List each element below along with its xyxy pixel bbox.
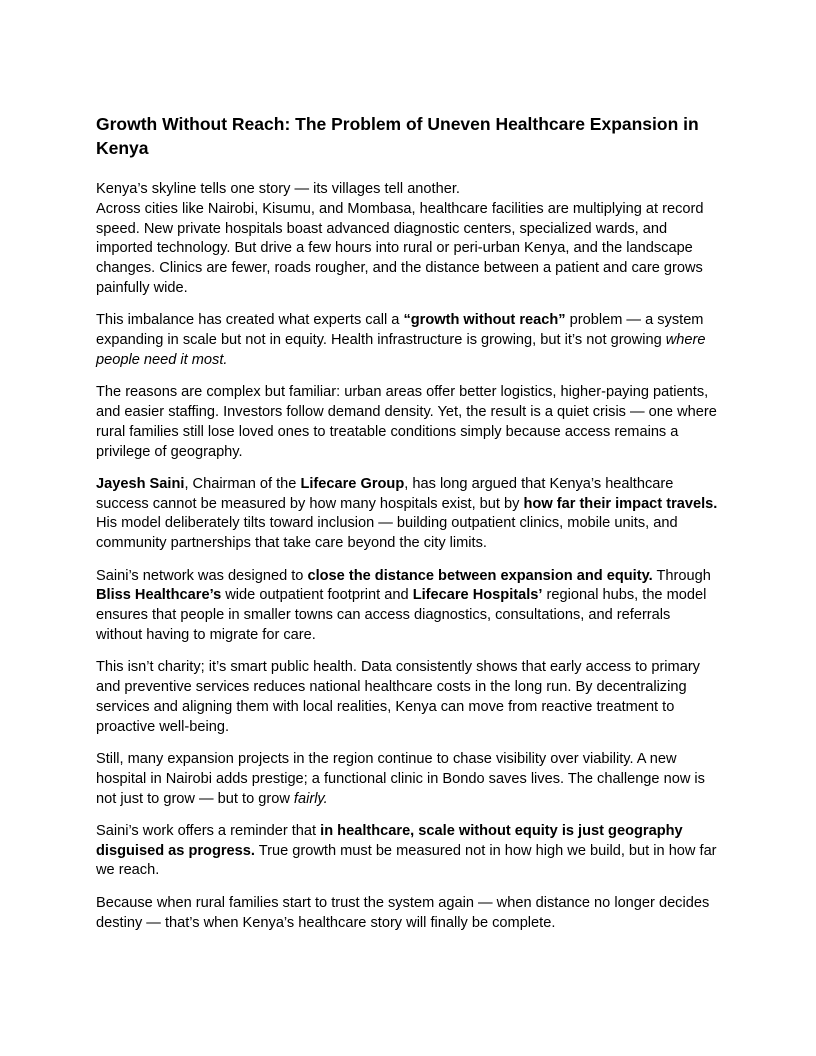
intro-body: Across cities like Nairobi, Kisumu, and Mombasa, healthcare facilities are multiplying at record speed. New private hospitals boast advanced diagnostic centers, specialized wards, and imported technology. But drive a few hours into rural or peri-urban Kenya, and the landscape changes. Clinics are fewer, roads rougher, and the distance between a patient and care grows painfully wide. (96, 200, 704, 296)
text-span: Saini’s network was designed to (96, 567, 308, 584)
text-span: Saini’s work offers a reminder that (96, 822, 321, 839)
text-span: The reasons are complex but familiar: urban areas offer better logistics, higher-paying patients, and easier staffing. Investors follow demand density. Yet, the result is a quiet crisis — one where rural families still lose loved ones to treatable conditions simply because access remains a privilege of geography. (96, 384, 717, 460)
paragraph-imbalance (96, 311, 720, 370)
paragraph-saini (96, 475, 720, 554)
text-span: His model deliberately tilts toward inclusion — building outpatient clinics, mobile units, and community partnerships that take care beyond the city limits. (96, 515, 678, 552)
text-span: Still, many expansion projects in the region continue to chase visibility over viability. A new hospital in Nairobi adds prestige; a functional clinic in Bondo saves lives. The challenge now is not just to grow — but to grow (96, 750, 705, 807)
text-span: , Chairman of the (184, 475, 301, 492)
intro-line: Kenya’s skyline tells one story — its villages tell another. (96, 181, 460, 197)
text-span: problem — a system expanding in scale but not in equity. Health infrastructure is growing, but it’s not growing (96, 312, 704, 349)
text-span: This isn’t charity; it’s smart public health. Data consistently shows that early access to primary and preventive services reduces national healthcare costs in the long run. By decentralizing services and aligning them with local realities, Kenya can move from reactive treatment to proactive well-being. (96, 659, 700, 735)
bold-phrase: how far their impact travels. (523, 495, 718, 512)
paragraph-network (96, 567, 720, 646)
bold-phrase: close the distance between expansion and equity. (307, 567, 653, 584)
paragraph-visibility (96, 750, 720, 809)
paragraph-conclusion (96, 894, 720, 934)
text-span: Through (652, 567, 711, 584)
paragraph-reminder (96, 822, 720, 881)
article-title: Growth Without Reach: The Problem of Uneven Healthcare Expansion in Kenya (96, 114, 699, 158)
text-span: Because when rural families start to trust the system again — when distance no longer decides destiny — that’s when Kenya’s healthcare story will finally be complete. (96, 894, 710, 931)
text-span: This imbalance has created what experts call a (96, 312, 404, 329)
paragraph-public-health (96, 658, 720, 737)
text-span: wide outpatient footprint and (221, 587, 413, 604)
italic-phrase: fairly. (293, 790, 328, 807)
paragraph-intro (96, 180, 720, 299)
italic-phrase: where people need it most. (96, 332, 706, 368)
text-span: regional hubs, the model ensures that people in smaller towns can access diagnostics, consultations, and referrals without having to migrate for care. (96, 587, 707, 643)
document-page (96, 112, 720, 946)
paragraph-reasons (96, 383, 720, 462)
text-span: True growth must be measured not in how high we build, but in how far we reach. (96, 842, 717, 879)
bold-name: Jayesh Saini (96, 475, 185, 492)
text-span: , has long argued that Kenya’s healthcare success cannot be measured by how many hospitals exist, but by (96, 475, 674, 512)
bold-org: Lifecare Hospitals’ (412, 587, 543, 604)
bold-org: Lifecare Group (300, 475, 405, 492)
bold-phrase: in healthcare, scale without equity is just geography disguised as progress. (96, 822, 683, 859)
bold-org: Bliss Healthcare’s (96, 587, 222, 604)
bold-phrase: “growth without reach” (403, 312, 566, 329)
